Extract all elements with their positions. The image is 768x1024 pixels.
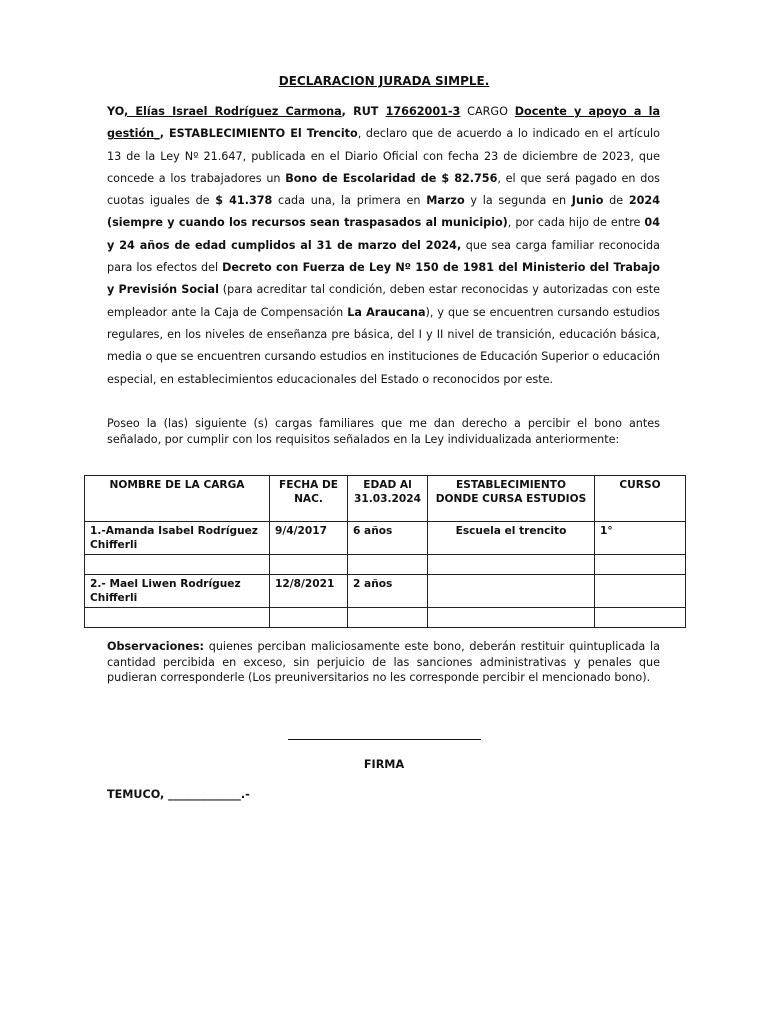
cell-establecimiento: Escuela el trencito	[428, 522, 595, 555]
declaration-text-6: , por cada hijo de entre	[507, 216, 645, 230]
establecimiento-value: El Trencito	[290, 127, 358, 141]
table-header-row	[85, 476, 686, 522]
declaration-text-8: (para acreditar tal condición, deben estar reconocidas y autorizadas con este empleador ante la Caja de Compensación	[107, 283, 660, 319]
month-marzo: Marzo	[426, 194, 465, 208]
table-row	[85, 522, 686, 555]
bono-amount: Bono de Escolaridad de $ 82.756	[285, 171, 498, 185]
declaration-text-7: que sea carga familiar reconocida para los efectos del	[107, 238, 660, 275]
year-condition: 2024 (siempre y cuando los recursos sean traspasados al municipio)	[107, 194, 660, 230]
cell-edad: 6 años	[348, 522, 428, 555]
cargo-label: CARGO	[460, 105, 515, 118]
cell-establecimiento	[428, 575, 595, 608]
declaration-text-3: cada una, la primera en	[272, 194, 427, 208]
firma-label: FIRMA	[363, 758, 405, 771]
document-title: DECLARACION JURADA SIMPLE.	[278, 74, 490, 88]
decreto-reference: Decreto con Fuerza de Ley Nº 150 de 1981 del Ministerio del Trabajo y Previsión Social	[107, 261, 660, 297]
header-curso: CURSO	[595, 476, 686, 522]
declarant-name: , Elías Israel Rodríguez Carmona	[123, 105, 342, 118]
yo-label: YO	[107, 105, 124, 118]
declaration-paragraph	[107, 101, 660, 391]
cell-curso: 1°	[595, 522, 686, 555]
establecimiento-label: , ESTABLECIMIENTO	[159, 127, 291, 141]
header-nombre: NOMBRE DE LA CARGA	[85, 476, 270, 522]
observaciones-text: quienes perciban maliciosamente este bono, deberán restituir quintuplicada la cantidad percibida en exceso, sin perjuicio de las sanciones administrativas y penales que pudieran corresponderle (Los preuniversitarios no les corresponde percibir el mencionado bono).	[107, 640, 660, 684]
declaration-text-5: de	[603, 194, 629, 208]
rut-label: , RUT	[341, 105, 386, 118]
caja-name: La Araucana	[347, 305, 426, 319]
cell-curso	[595, 575, 686, 608]
cell-nombre: 1.-Amanda Isabel Rodríguez Chifferli	[85, 522, 270, 555]
cargas-table	[84, 475, 686, 628]
signature-line	[288, 731, 481, 740]
cell-fecha: 12/8/2021	[270, 575, 348, 608]
month-junio: Junio	[571, 194, 604, 208]
observaciones-label: Observaciones:	[107, 640, 204, 653]
observaciones-paragraph	[107, 639, 660, 686]
cuota-amount: $ 41.378	[215, 194, 273, 208]
cell-nombre: 2.- Mael Liwen Rodríguez Chifferli	[85, 575, 270, 608]
table-row	[85, 575, 686, 608]
place-date-line: TEMUCO, _____________.-	[107, 788, 250, 801]
cell-edad: 2 años	[348, 575, 428, 608]
cargo-value: Docente y apoyo a la gestión_	[107, 105, 660, 141]
header-fecha: FECHA DE NAC.	[270, 476, 348, 522]
table-row-empty	[85, 608, 686, 628]
header-edad: EDAD Al 31.03.2024	[348, 476, 428, 522]
declaration-text-4: y la segunda en	[464, 194, 572, 208]
table-row-empty	[85, 555, 686, 575]
declaration-text-2: , el que será pagado en dos cuotas iguales de	[107, 171, 660, 208]
age-range: 04 y 24 años de edad cumplidos al 31 de marzo del 2024,	[107, 216, 660, 252]
rut-value: 17662001-3	[385, 105, 461, 118]
header-establecimiento: ESTABLECIMIENTO DONDE CURSA ESTUDIOS	[428, 476, 595, 522]
declaration-text-1: , declaro que de acuerdo a lo indicado en el artículo 13 de la Ley Nº 21.647, publicada en el Diario Oficial con fecha 23 de diciembre de 2023, que concede a los trabajadores un	[107, 127, 660, 185]
cargas-intro: Poseo la (las) siguiente (s) cargas familiares que me dan derecho a percibir el bono antes señalado, por cumplir con los requisitos señalados en la Ley individualizada anteriormente:	[107, 417, 660, 446]
cell-fecha: 9/4/2017	[270, 522, 348, 555]
declaration-text-9: ), y que se encuentren cursando estudios regulares, en los niveles de enseñanza pre básica, del I y II nivel de transición, educación básica, media o que se encuentren cursando estudios en instituciones de Educación Superior o educación especial, en establecimientos educacionales del Estado o reconocidos por este.	[107, 305, 660, 386]
